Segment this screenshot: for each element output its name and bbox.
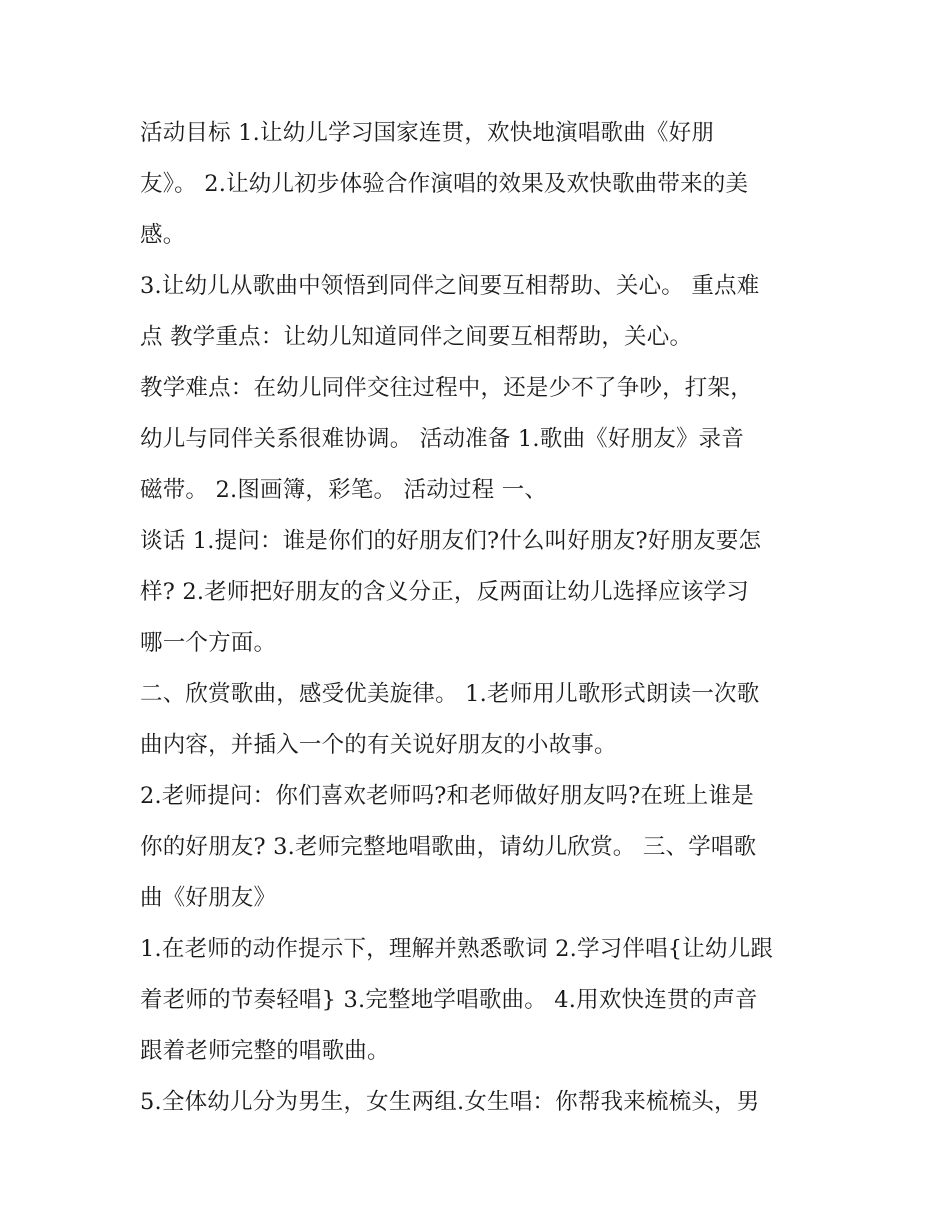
text-line: 二、欣赏歌曲，感受优美旋律。 1.老师用儿歌形式朗读一次歌 xyxy=(140,681,760,707)
text-line: 跟着老师完整的唱歌曲。 xyxy=(140,1038,390,1064)
text-line: 活动目标 1.让幼儿学习国家连贯，欢快地演唱歌曲《好朋 xyxy=(140,120,715,146)
text-line: 着老师的节奏轻唱} 3.完整地学唱歌曲。 4.用欢快连贯的声音 xyxy=(140,987,758,1013)
text-line: 3.让幼儿从歌曲中领悟到同伴之间要互相帮助、关心。 重点难 xyxy=(140,273,760,299)
text-line: 5.全体幼儿分为男生，女生两组.女生唱：你帮我来梳梳头，男 xyxy=(140,1089,760,1115)
text-line: 曲《好朋友》 xyxy=(140,885,277,911)
text-line: 样? 2.老师把好朋友的含义分正，反两面让幼儿选择应该学习 xyxy=(140,579,749,605)
text-line: 曲内容，并插入一个的有关说好朋友的小故事。 xyxy=(140,732,617,758)
text-line: 你的好朋友? 3.老师完整地唱歌曲，请幼儿欣赏。 三、学唱歌 xyxy=(140,834,757,860)
text-line: 友》。 2.让幼儿初步体验合作演唱的效果及欢快歌曲带来的美 xyxy=(140,171,749,197)
document-body xyxy=(140,108,820,1128)
text-line: 2.老师提问：你们喜欢老师吗?和老师做好朋友吗?在班上谁是 xyxy=(140,783,754,809)
text-line: 1.在老师的动作提示下，理解并熟悉歌词 2.学习伴唱{让幼儿跟 xyxy=(140,936,774,962)
text-line: 谈话 1.提问：谁是你们的好朋友们?什么叫好朋友?好朋友要怎 xyxy=(140,528,762,554)
text-line: 磁带。 2.图画簿，彩笔。 活动过程 一、 xyxy=(140,477,548,503)
text-line: 幼儿与同伴关系很难协调。 活动准备 1.歌曲《好朋友》录音 xyxy=(140,426,745,452)
text-line: 哪一个方面。 xyxy=(140,630,277,656)
text-line: 感。 xyxy=(140,222,186,248)
text-line: 点 教学重点：让幼儿知道同伴之间要互相帮助，关心。 xyxy=(140,324,693,350)
text-line: 教学难点：在幼儿同伴交往过程中，还是少不了争吵，打架， xyxy=(140,375,753,401)
